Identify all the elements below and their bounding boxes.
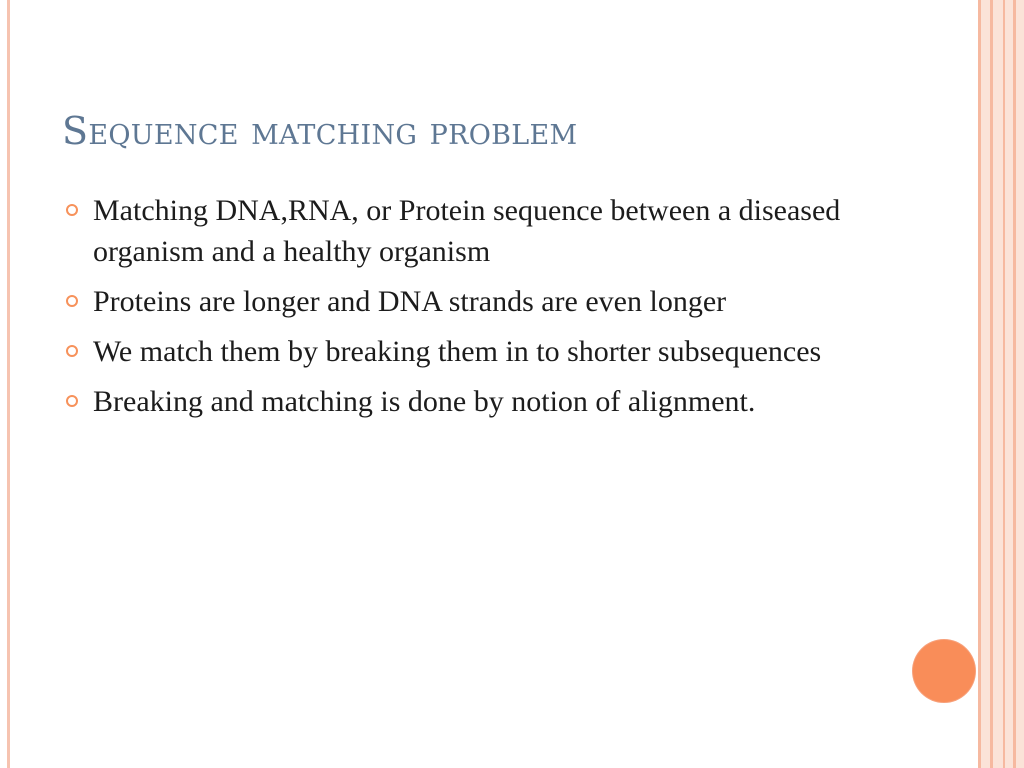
decorative-circle: [913, 640, 975, 702]
bullet-item: [64, 281, 844, 322]
bullet-item: [64, 190, 844, 272]
bullet-text: Matching DNA,RNA, or Protein sequence between a diseased organism and a healthy organism: [93, 194, 841, 268]
decorative-stripe: [990, 0, 993, 768]
bullet-circle-icon: [66, 345, 78, 357]
left-border-line: [7, 0, 10, 768]
decorative-stripe: [1013, 0, 1016, 768]
right-decorative-band: [978, 0, 1024, 768]
bullet-text: We match them by breaking them in to shorter subsequences: [93, 335, 822, 368]
decorative-stripe: [1003, 0, 1005, 768]
bullet-circle-icon: [66, 204, 78, 216]
bullet-circle-icon: [66, 295, 78, 307]
bullet-text: Proteins are longer and DNA strands are even longer: [93, 285, 727, 318]
bullet-circle-icon: [66, 395, 78, 407]
decorative-stripe: [978, 0, 981, 768]
slide-title: Sequence matching problem: [62, 109, 578, 153]
bullet-item: [64, 381, 844, 422]
bullet-list: [64, 190, 844, 431]
bullet-item: [64, 331, 844, 372]
bullet-text: Breaking and matching is done by notion of alignment.: [93, 385, 756, 418]
